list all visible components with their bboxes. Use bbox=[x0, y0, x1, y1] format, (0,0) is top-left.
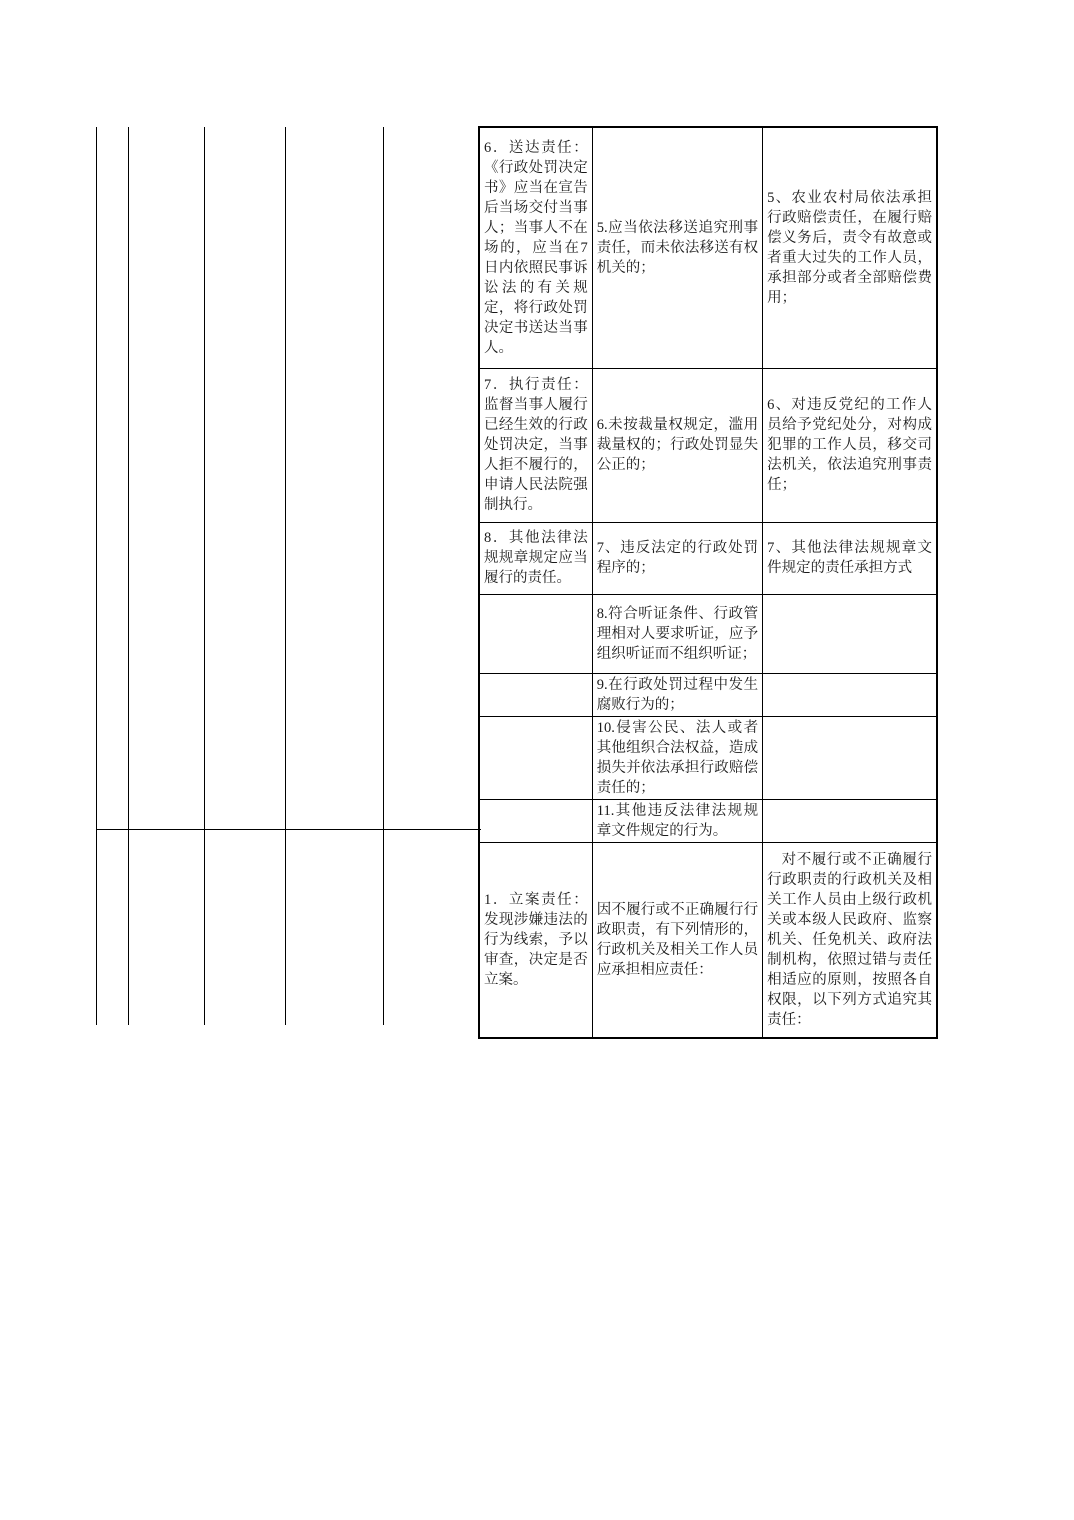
accountability-cell: 7、其他法律法规规章文件规定的责任承担方式 bbox=[763, 522, 937, 594]
table-row bbox=[479, 799, 937, 842]
duty-cell bbox=[479, 716, 592, 799]
table-cell bbox=[205, 127, 286, 829]
table-row bbox=[479, 127, 937, 368]
duty-cell bbox=[479, 594, 592, 673]
situation-cell: 5.应当依法移送追究刑事责任，而未依法移送有权机关的； bbox=[592, 127, 762, 368]
duty-cell: 1．立案责任：发现涉嫌违法的行为线索，予以审查，决定是否立案。 bbox=[479, 842, 592, 1038]
accountability-cell: 对不履行或不正确履行行政职责的行政机关及相关工作人员由上级行政机关或本级人民政府、监察机关、任免机关、政府法制机构，依照过错与责任相适应的原则，按照各自权限，以下列方式追究其责任： bbox=[763, 842, 937, 1038]
table-row bbox=[97, 829, 481, 1025]
situation-cell: 11.其他违反法律法规规章文件规定的行为。 bbox=[592, 799, 762, 842]
table-row bbox=[479, 716, 937, 799]
accountability-cell bbox=[763, 673, 937, 716]
table-row bbox=[479, 522, 937, 594]
duty-cell: 8．其他法律法规规章规定应当履行的责任。 bbox=[479, 522, 592, 594]
left-continuation-grid bbox=[96, 127, 481, 1025]
accountability-cell: 5、农业农村局依法承担行政赔偿责任，在履行赔偿义务后，责令有故意或者重大过失的工作人员，承担部分或者全部赔偿费用； bbox=[763, 127, 937, 368]
situation-cell: 8.符合听证条件、行政管理相对人要求听证，应予组织听证而不组织听证； bbox=[592, 594, 762, 673]
duty-cell: 7．执行责任：监督当事人履行已经生效的行政处罚决定，当事人拒不履行的，申请人民法院强制执行。 bbox=[479, 368, 592, 522]
table-row bbox=[479, 594, 937, 673]
table-cell bbox=[97, 127, 129, 829]
accountability-cell: 6、对违反党纪的工作人员给予党纪处分，对构成犯罪的工作人员，移交司法机关，依法追究刑事责任； bbox=[763, 368, 937, 522]
situation-cell: 6.未按裁量权规定，滥用裁量权的；行政处罚显失公正的； bbox=[592, 368, 762, 522]
table-cell bbox=[97, 829, 129, 1025]
table-cell bbox=[129, 127, 205, 829]
accountability-cell bbox=[763, 716, 937, 799]
situation-cell: 10.侵害公民、法人或者其他组织合法权益，造成损失并依法承担行政赔偿责任的； bbox=[592, 716, 762, 799]
responsibility-table bbox=[478, 126, 938, 1039]
table-cell bbox=[286, 829, 384, 1025]
situation-cell: 9.在行政处罚过程中发生腐败行为的； bbox=[592, 673, 762, 716]
table-row bbox=[97, 127, 481, 829]
table-row bbox=[479, 673, 937, 716]
table-row bbox=[479, 368, 937, 522]
situation-cell: 7、违反法定的行政处罚程序的； bbox=[592, 522, 762, 594]
table-cell bbox=[205, 829, 286, 1025]
table-cell bbox=[384, 127, 481, 829]
table-cell bbox=[129, 829, 205, 1025]
situation-cell: 因不履行或不正确履行行政职责，有下列情形的，行政机关及相关工作人员应承担相应责任： bbox=[592, 842, 762, 1038]
accountability-cell bbox=[763, 594, 937, 673]
duty-cell bbox=[479, 799, 592, 842]
duty-cell bbox=[479, 673, 592, 716]
table-row bbox=[479, 842, 937, 1038]
table-cell bbox=[286, 127, 384, 829]
accountability-cell bbox=[763, 799, 937, 842]
table-cell bbox=[384, 829, 481, 1025]
duty-cell: 6．送达责任：《行政处罚决定书》应当在宣告后当场交付当事人；当事人不在场的，应当在7日内依照民事诉讼法的有关规定，将行政处罚决定书送达当事人。 bbox=[479, 127, 592, 368]
